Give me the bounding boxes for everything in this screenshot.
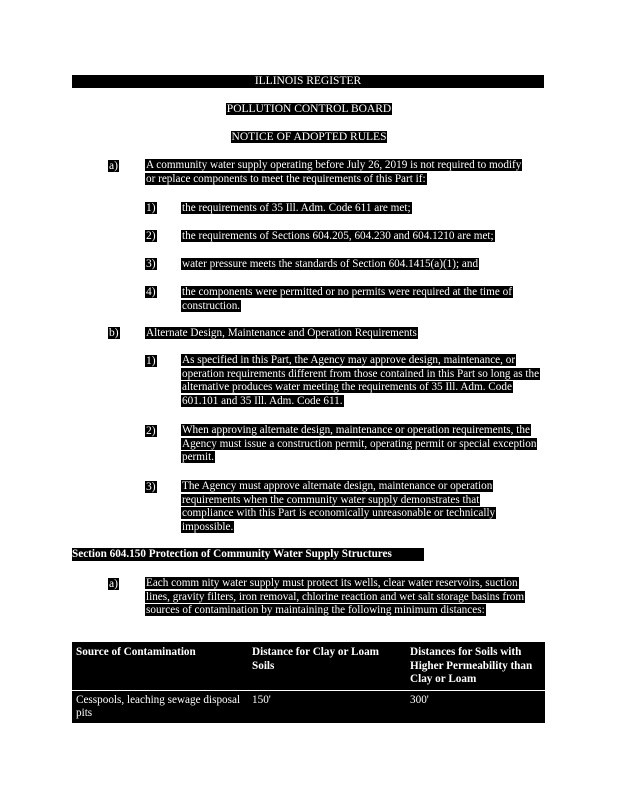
- cell-permeable-distance: 300': [406, 690, 545, 723]
- item-a-2-label: 2): [146, 230, 156, 242]
- item-a-text: A community water supply operating before July 26, 2019 is not required to modify or replace components to meet the requirements of this Part if:: [146, 159, 522, 185]
- distance-table: [72, 642, 545, 723]
- section-heading: Section 604.150 Protection of Community Water Supply Structures: [72, 548, 424, 561]
- board-title: POLLUTION CONTROL BOARD: [226, 103, 392, 115]
- item-b-label: b): [109, 327, 119, 339]
- section-item-a-text: Each comm nity water supply must protect its wells, clear water reservoirs, suction lines, gravity filters, iron removal, chlorine reaction and wet salt storage basins from sources of contamination by maintaining the following minimum distances:: [146, 577, 525, 617]
- item-a-2-text: the requirements of Sections 604.205, 604.230 and 604.1210 are met;: [182, 230, 494, 242]
- header-clay-loam: Distance for Clay or Loam Soils: [252, 646, 379, 672]
- item-b-2-label: 2): [146, 425, 156, 437]
- item-a-3-label: 3): [146, 258, 156, 270]
- cell-clay-loam-distance: 150': [248, 690, 406, 723]
- item-a-1-text: the requirements of 35 Ill. Adm. Code 611 are met;: [182, 202, 411, 214]
- item-b-1-label: 1): [146, 355, 156, 367]
- item-a-4-text: the components were permitted or no permits were required at the time of construction.: [182, 286, 512, 312]
- register-header-bar: [72, 75, 544, 88]
- item-a-1-label: 1): [146, 202, 156, 214]
- item-a-label: a): [109, 160, 118, 172]
- item-b-3-label: 3): [146, 481, 156, 493]
- item-a-3-text: water pressure meets the standards of Section 604.1415(a)(1); and: [182, 258, 479, 270]
- cell-source: Cesspools, leaching sewage disposal pits: [72, 690, 248, 723]
- notice-title: NOTICE OF ADOPTED RULES: [231, 131, 387, 143]
- section-item-a-label: a): [109, 578, 118, 590]
- item-a-4-label: 4): [146, 286, 156, 298]
- table-row: [72, 690, 545, 723]
- item-b-heading: Alternate Design, Maintenance and Operation Requirements: [146, 327, 417, 339]
- item-b-2-text: When approving alternate design, maintenance or operation requirements, the Agency must issue a construction permit, operating permit or special exception permit.: [182, 424, 537, 464]
- header-source: Source of Contamination: [76, 646, 196, 658]
- header-higher-permeability: Distances for Soils with Higher Permeability than Clay or Loam: [410, 646, 533, 686]
- item-b-1-text: As specified in this Part, the Agency may approve design, maintenance, or operation requirements different from those contained in this Part so long as the alternative produces water meeting the requirements of 35 Ill. Adm. Code 601.101 and 35 Ill. Adm. Code 611.: [182, 354, 540, 407]
- table-header-row: [72, 642, 545, 690]
- item-b-3-text: The Agency must approve alternate design, maintenance or operation requirements when the community water supply demonstrates that compliance with this Part is economically unreasonable or technically impossible.: [182, 480, 496, 533]
- register-title: ILLINOIS REGISTER: [254, 75, 362, 87]
